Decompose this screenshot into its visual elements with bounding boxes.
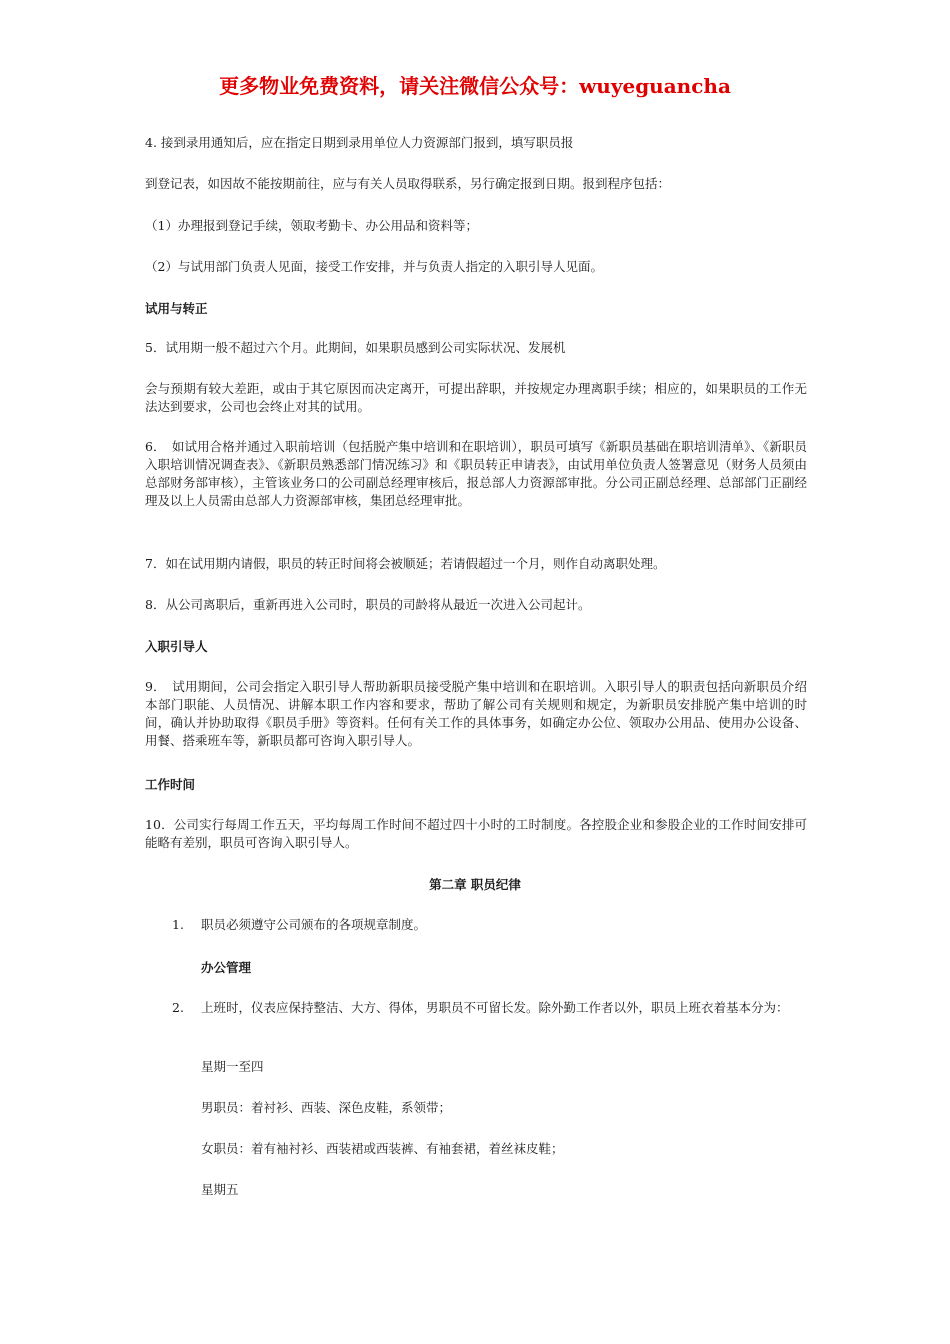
dress-female: 女职员：着有袖衬衫、西装裙或西装裤、有袖套裙，着丝袜皮鞋；: [201, 1141, 564, 1156]
heading-worktime: 工作时间: [145, 777, 196, 792]
dress-male: 男职员：着衬衫、西装、深色皮鞋，系领带；: [201, 1100, 452, 1115]
dress-friday: 星期五: [201, 1182, 239, 1197]
paragraph-7: 7．如在试用期内请假，职员的转正时间将会被顺延；若请假超过一个月，则作自动离职处理。: [145, 556, 666, 571]
paragraph-9: 9． 试用期间，公司会指定入职引导人帮助新职员接受脱产集中培训和在职培训。入职引导人的职责包括向新职员介绍本部门职能、人员情况、讲解本职工作内容和要求，帮助了解公司有关规则和规定，为新职员安排脱产集中培训的时间，确认并协助取得《职员手册》等资料。任何有关工作的具体事务，如确定办公位、领取办公用品、使用办公设备、用餐、搭乘班车等，新职员都可咨询入职引导人。: [145, 679, 807, 748]
heading-office: 办公管理: [201, 960, 252, 975]
list-item-2: 上班时，仪表应保持整洁、大方、得体，男职员不可留长发。除外勤工作者以外，职员上班衣着基本分为：: [201, 1000, 789, 1015]
promo-banner: 更多物业免费资料，请关注微信公众号：wuyeguancha: [219, 74, 731, 98]
paragraph-4-line2: 到登记表，如因故不能按期前往，应与有关人员取得联系，另行确定报到日期。报到程序包括：: [145, 176, 671, 191]
list-number-1: 1.: [172, 917, 184, 932]
paragraph-6: 6． 如试用合格并通过入职前培训（包括脱产集中培训和在职培训），职员可填写《新职员基础在职培训清单》、《新职员入职培训情况调查表》、《新职员熟悉部门情况练习》和《职员转正申请表》，由试用单位负责人签署意见（财务人员须由总部财务部审核），主管该业务口的公司副总经理审核后，报总部人力资源部审批。分公司正副总经理、总部部门正副经理及以上人员需由总部人力资源部审核，集团总经理审批。: [145, 439, 807, 508]
paragraph-5-line1: 5．试用期一般不超过六个月。此期间，如果职员感到公司实际状况、发展机: [145, 340, 566, 355]
paragraph-8: 8．从公司离职后，重新再进入公司时，职员的司龄将从最近一次进入公司起计。: [145, 597, 591, 612]
paragraph-4-item1: （1）办理报到登记手续，领取考勤卡、办公用品和资料等；: [145, 218, 478, 233]
heading-trial: 试用与转正: [145, 301, 208, 316]
paragraph-10: 10．公司实行每周工作五天，平均每周工作时间不超过四十小时的工时制度。各控股企业和参股企业的工作时间安排可能略有差别，职员可咨询入职引导人。: [145, 817, 807, 850]
chapter-title: 第二章 职员纪律: [429, 877, 521, 892]
paragraph-4-line1: 4. 接到录用通知后，应在指定日期到录用单位人力资源部门报到，填写职员报: [145, 135, 574, 150]
paragraph-4-item2: （2）与试用部门负责人见面，接受工作安排，并与负责人指定的入职引导人见面。: [145, 259, 603, 274]
heading-guide: 入职引导人: [145, 639, 208, 654]
list-item-1: 职员必须遵守公司颁布的各项规章制度。: [201, 917, 427, 932]
dress-mon-thu: 星期一至四: [201, 1059, 264, 1074]
list-number-2: 2.: [172, 1000, 184, 1015]
paragraph-5-line2: 会与预期有较大差距，或由于其它原因而决定离开，可提出辞职，并按规定办理离职手续；相应的，如果职员的工作无法达到要求，公司也会终止对其的试用。: [145, 381, 807, 414]
